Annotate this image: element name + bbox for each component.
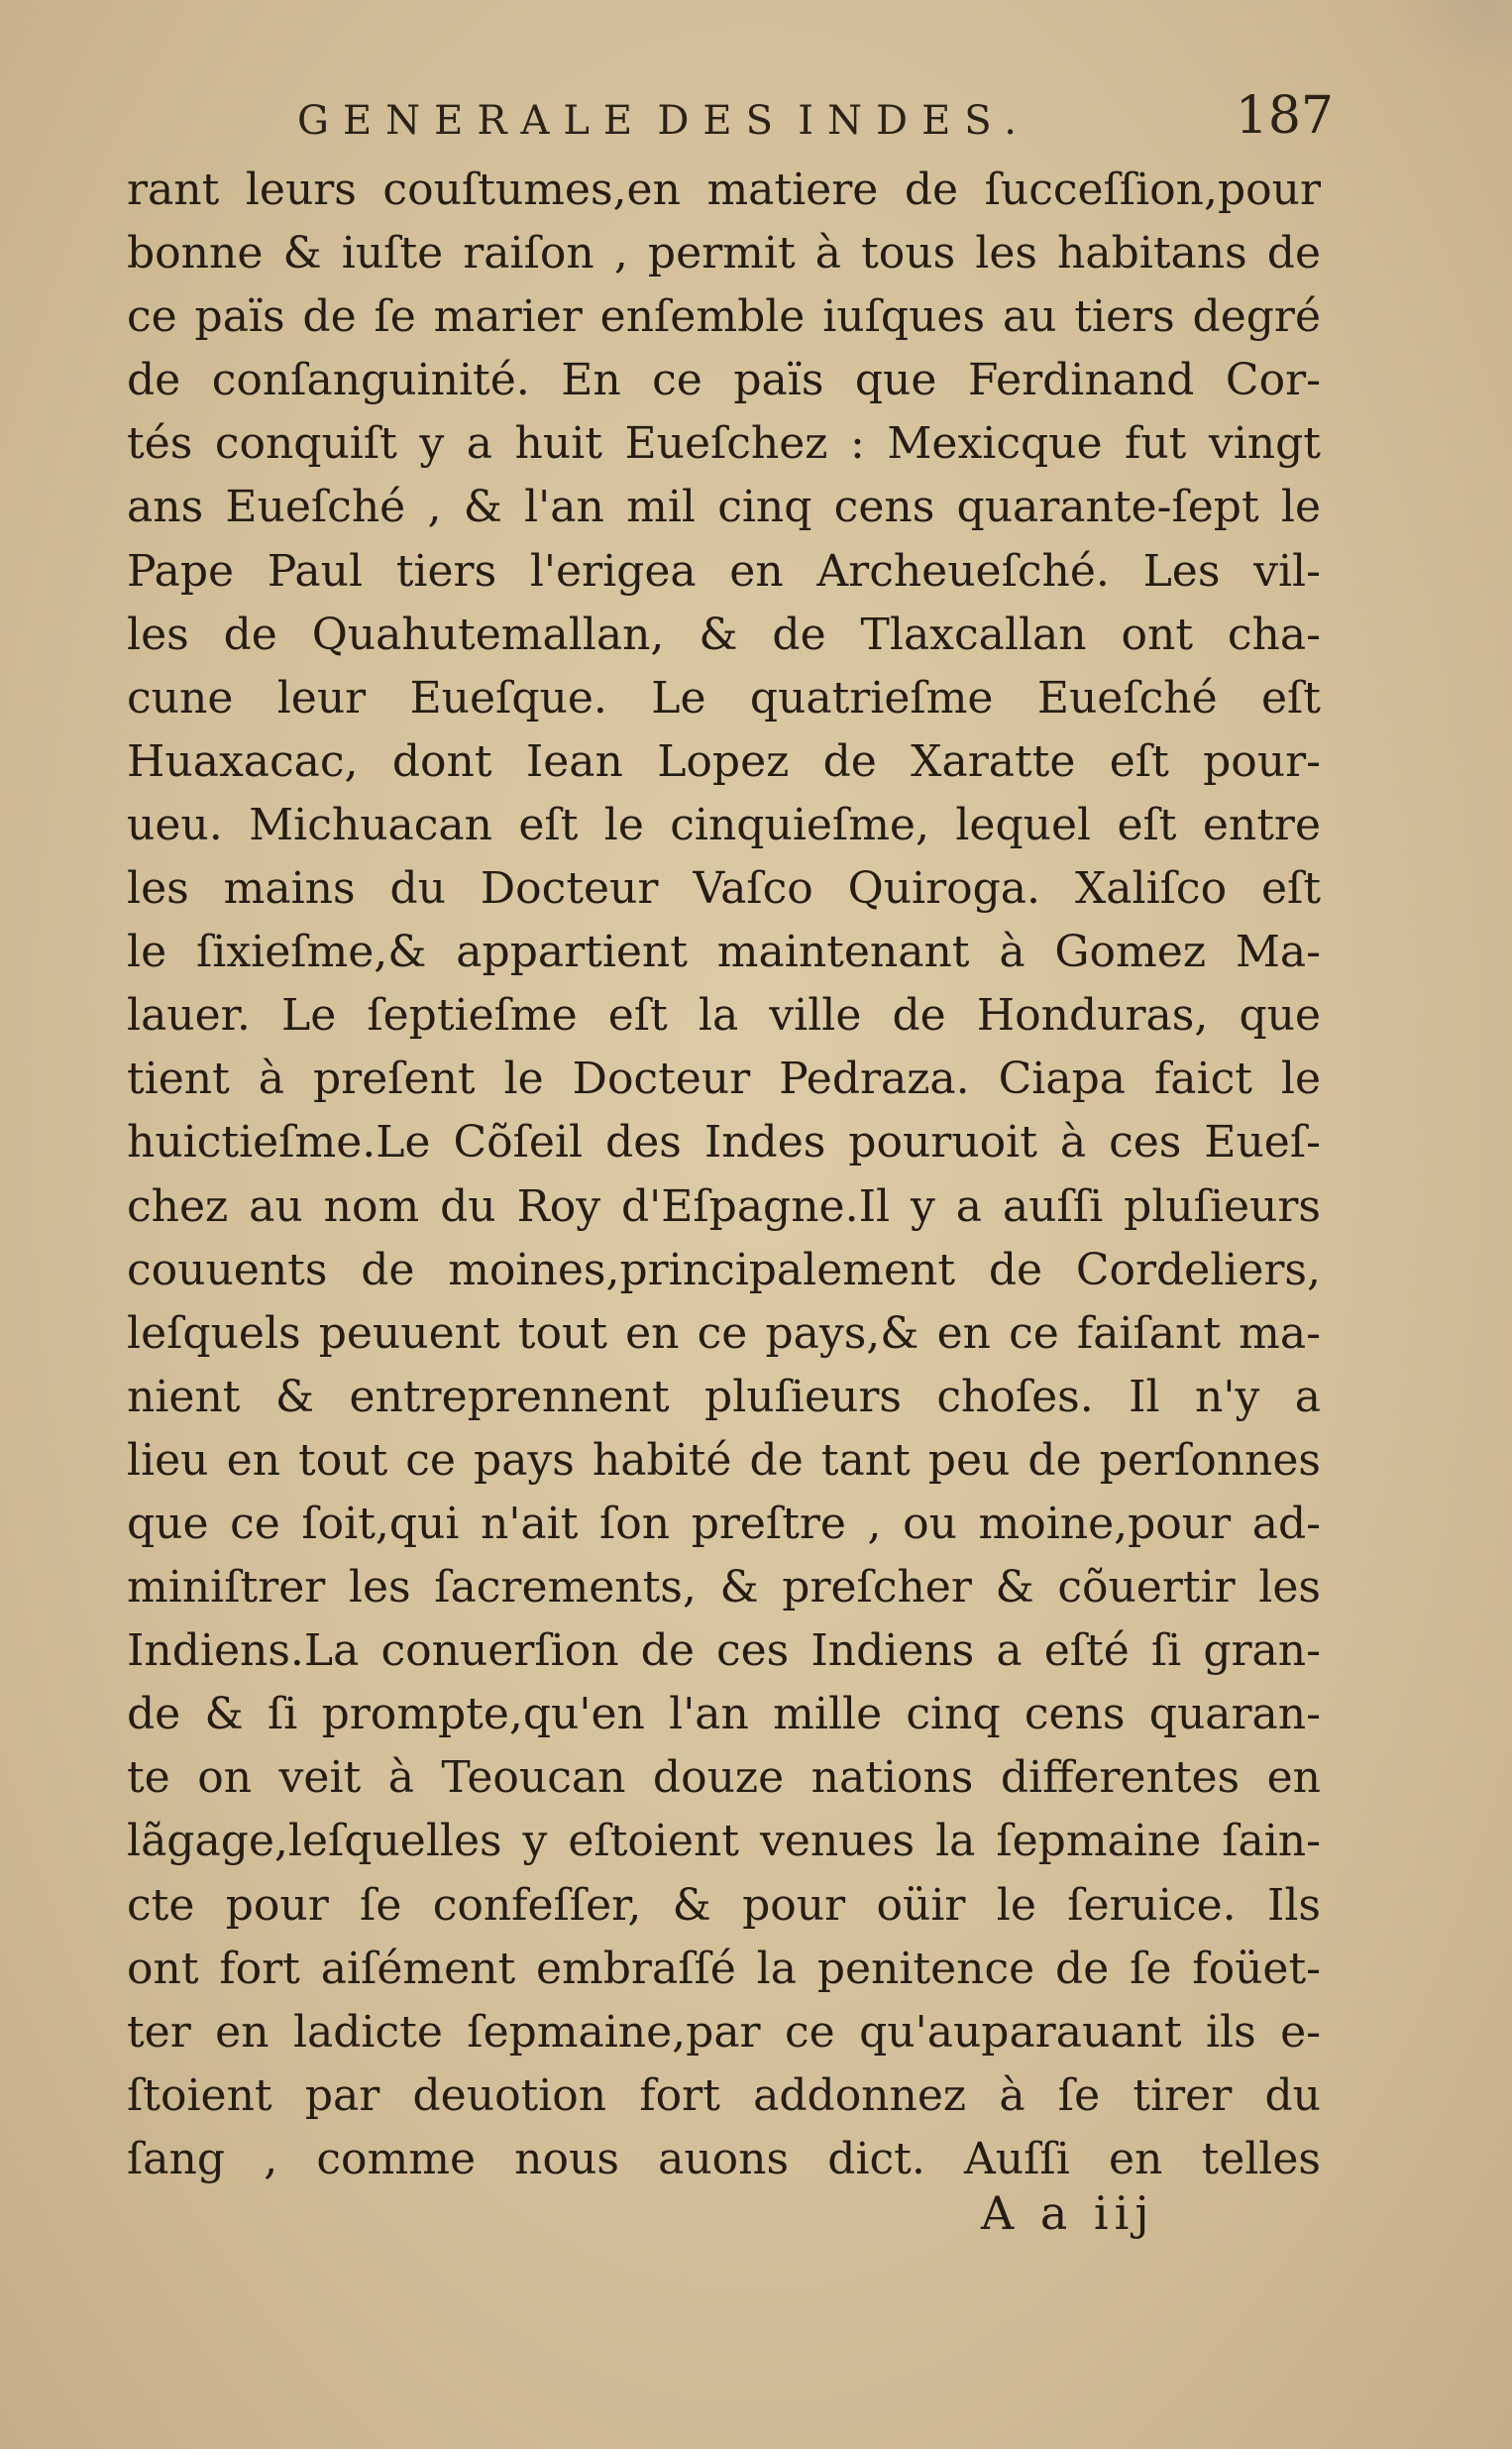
text-line: huictieſme.Le Cõſeil des Indes pouruoit à ces Eueſ- (127, 1117, 1321, 1169)
text-line: bonne & iuſte raiſon , permit à tous les habitans de (127, 228, 1321, 279)
text-line: couuents de moines,principalement de Cordeliers, (127, 1244, 1321, 1295)
text-line: le ſixieſme,& appartient maintenant à Gomez Ma- (127, 927, 1321, 978)
running-head-word-3: INDES. (798, 98, 1030, 144)
text-line: te on veit à Teoucan douze nations differentes en (127, 1752, 1321, 1804)
body-text (127, 159, 1321, 2184)
text-line: leſquels peuuent tout en ce pays,& en ce faiſant ma- (127, 1307, 1321, 1359)
text-line: que ce ſoit,qui n'ait ſon preſtre , ou moine,pour ad- (127, 1498, 1321, 1549)
text-line: ueu. Michuacan eſt le cinquieſme, lequel eſt entre (127, 799, 1321, 850)
running-head-word-1: GENERALE (297, 98, 647, 144)
text-line: tés conquiſt y a huit Eueſchez : Mexicque fut vingt (127, 418, 1321, 470)
running-head-word-2: DES (657, 98, 788, 144)
text-line: ans Eueſché , & l'an mil cinq cens quarante-ſept le (127, 482, 1321, 533)
text-line: ce païs de ſe marier enſemble iuſques au tiers degré (127, 291, 1321, 343)
text-line: tient à preſent le Docteur Pedraza. Ciapa faict le (127, 1054, 1321, 1105)
signature-mark: A a iij (981, 2186, 1155, 2240)
running-head (297, 91, 1030, 151)
text-line: les de Quahutemallan, & de Tlaxcallan ont cha- (127, 609, 1321, 660)
text-line: ont fort aiſément embraſſé la penitence de ſe foüet- (127, 1943, 1321, 1994)
text-line: cte pour ſe confeſſer, & pour oüir le ſeruice. Ils (127, 1879, 1321, 1931)
text-line: ſang , comme nous auons dict. Auſſi en telles (127, 2133, 1321, 2184)
text-line: cune leur Eueſque. Le quatrieſme Eueſché eſt (127, 672, 1321, 724)
text-line: Pape Paul tiers l'erigea en Archeueſché. Les vil- (127, 545, 1321, 597)
text-line: ter en ladicte ſepmaine,par ce qu'auparauant ils e- (127, 2006, 1321, 2058)
text-line: Indiens.La conuerſion de ces Indiens a eſté ſi gran- (127, 1625, 1321, 1677)
text-line: les mains du Docteur Vaſco Quiroga. Xaliſco eſt (127, 863, 1321, 915)
text-line: rant leurs couſtumes,en matiere de ſucceſſion,pour (127, 165, 1321, 215)
text-line: nient & entreprennent pluſieurs choſes. Il n'y a (127, 1371, 1321, 1422)
text-line: lieu en tout ce pays habité de tant peu de perſonnes (127, 1434, 1321, 1486)
text-line: de conſanguinité. En ce païs que Ferdinand Cor- (127, 355, 1321, 406)
text-line: lãgage,leſquelles y eſtoient venues la ſepmaine ſain- (127, 1816, 1321, 1867)
text-line: lauer. Le ſeptieſme eſt la ville de Honduras, que (127, 990, 1321, 1042)
paper-stain (1393, 0, 1512, 79)
text-line: Huaxacac, dont Iean Lopez de Xaratte eſt pour- (127, 735, 1321, 787)
text-line: miniſtrer les ſacrements, & preſcher & cõuertir les (127, 1562, 1321, 1614)
text-line: ſtoient par deuotion fort addonnez à ſe tirer du (127, 2069, 1321, 2121)
text-line: de & ſi prompte,qu'en l'an mille cinq cens quaran- (127, 1689, 1321, 1740)
page-number: 187 (1235, 86, 1334, 146)
text-line: chez au nom du Roy d'Eſpagne.Il y a auſſi pluſieurs (127, 1180, 1321, 1232)
